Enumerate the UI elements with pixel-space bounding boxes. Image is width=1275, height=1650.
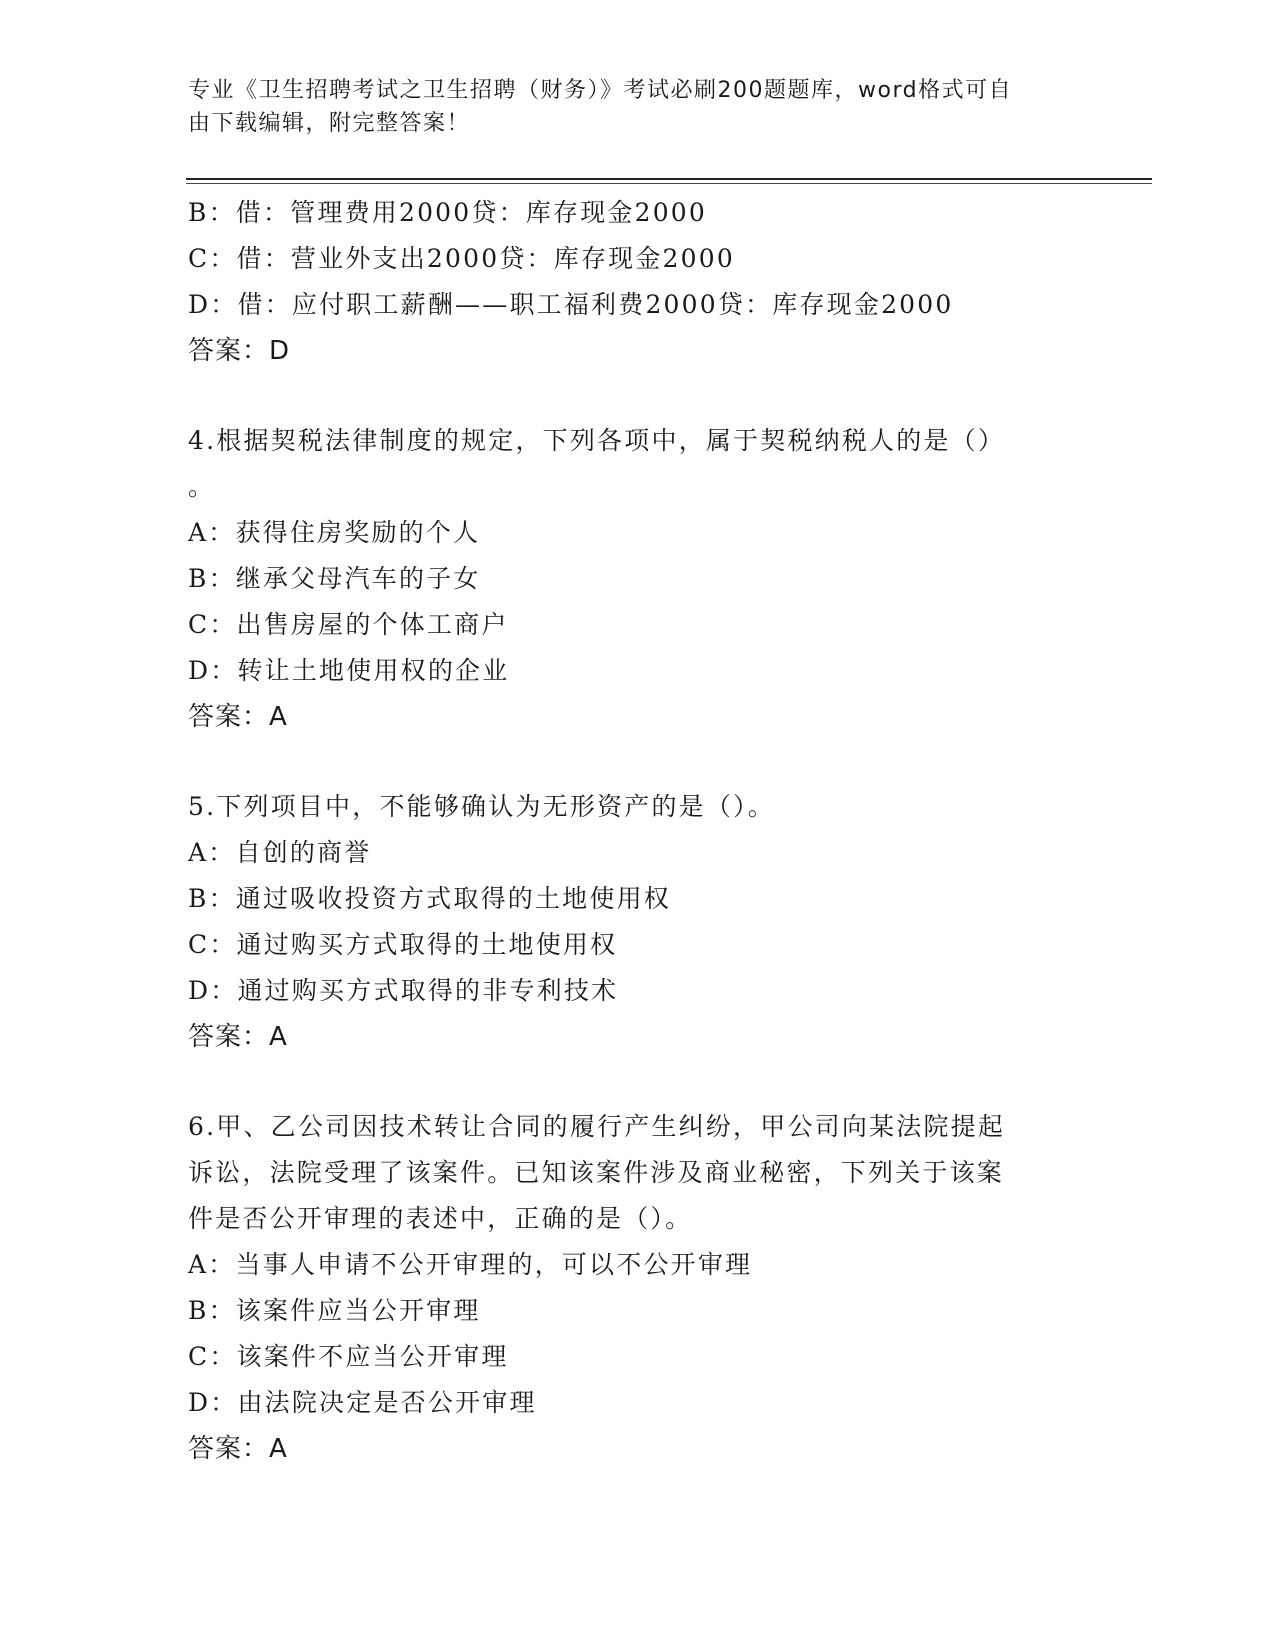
question-text-cont: 诉讼，法院受理了该案件。已知该案件涉及商业秘密，下列关于该案 — [188, 1158, 1005, 1187]
option-b: B：继承父母汽车的子女 — [188, 564, 481, 593]
answer: 答案：D — [188, 336, 291, 366]
option-d: D：转让土地使用权的企业 — [188, 656, 510, 685]
header-line-2: 由下载编辑，附完整答案！ — [188, 111, 471, 136]
header-line-1: 专业《卫生招聘考试之卫生招聘（财务）》考试必刷200题题库，word格式可自 — [188, 78, 1013, 103]
option-c: C：该案件不应当公开审理 — [188, 1342, 509, 1371]
answer: 答案：A — [188, 1022, 288, 1052]
option-a: A：自创的商誉 — [188, 838, 372, 867]
question-4 — [188, 418, 1068, 740]
spacer — [188, 374, 1068, 418]
document-header — [188, 74, 1068, 140]
option-d: D：通过购买方式取得的非专利技术 — [188, 976, 619, 1005]
question-text-cont: 。 — [188, 472, 216, 501]
option-c: C：通过购买方式取得的土地使用权 — [188, 930, 618, 959]
option-b: B：该案件应当公开审理 — [188, 1296, 481, 1325]
option-c: C：出售房屋的个体工商户 — [188, 610, 509, 639]
spacer — [188, 1060, 1068, 1104]
option-b: B：通过吸收投资方式取得的土地使用权 — [188, 884, 671, 913]
question-5 — [188, 784, 1068, 1060]
option-d: D：借：应付职工薪酬——职工福利费2000贷：库存现金2000 — [188, 290, 954, 319]
option-a: A：当事人申请不公开审理的，可以不公开审理 — [188, 1250, 753, 1279]
spacer — [188, 740, 1068, 784]
question-content — [188, 190, 1068, 1472]
question-text: 4.根据契税法律制度的规定，下列各项中，属于契税纳税人的是（） — [188, 426, 1006, 455]
header-divider-thick — [186, 178, 1152, 180]
answer: 答案：A — [188, 1434, 288, 1464]
question-text: 6.甲、乙公司因技术转让合同的履行产生纠纷，甲公司向某法院提起 — [188, 1112, 1006, 1141]
question-3 — [188, 190, 1068, 374]
option-d: D：由法院决定是否公开审理 — [188, 1388, 537, 1417]
question-6 — [188, 1104, 1068, 1472]
header-divider-thin — [186, 183, 1152, 184]
answer: 答案：A — [188, 702, 288, 732]
option-c: C：借：营业外支出2000贷：库存现金2000 — [188, 244, 735, 273]
question-text: 5.下列项目中，不能够确认为无形资产的是（）。 — [188, 792, 775, 821]
option-a: A：获得住房奖励的个人 — [188, 518, 481, 547]
option-b: B：借：管理费用2000贷：库存现金2000 — [188, 198, 708, 227]
question-text-cont: 件是否公开审理的表述中，正确的是（）。 — [188, 1204, 693, 1233]
